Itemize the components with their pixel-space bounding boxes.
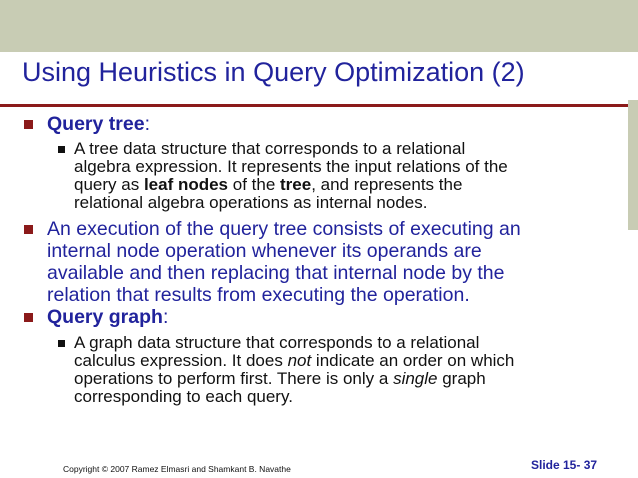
term-query-tree: Query tree (47, 113, 145, 135)
slide-title: Using Heuristics in Query Optimization (2) (22, 57, 525, 87)
sub-bullet-square-icon (58, 340, 65, 347)
emphasis-single: single (393, 369, 438, 388)
emphasis-not: not (287, 351, 312, 370)
bullet-line: internal node operation whenever its operands are (47, 240, 482, 262)
sub-bullet-line: calculus expression. It does not indicate an order on which (74, 351, 515, 370)
term-leaf-nodes: leaf nodes (143, 175, 229, 194)
sub-bullet-line: relational algebra operations as internal nodes. (74, 193, 428, 212)
bullet-square-icon (24, 313, 33, 322)
bullet-line: An execution of the query tree consists of executing an (47, 218, 521, 240)
sub-bullet-line: A graph data structure that corresponds to a relational (74, 333, 480, 352)
side-accent-strip (628, 100, 638, 230)
bullet-line: relation that results from executing the operation. (47, 284, 470, 306)
bullet-square-icon (24, 225, 33, 234)
sub-bullet-line: query as leaf nodes of the tree, and represents the (74, 175, 463, 194)
bullet-square-icon (24, 120, 33, 129)
sub-bullet-line: operations to perform first. There is only a single graph (74, 369, 486, 388)
sub-bullet-line: algebra expression. It represents the input relations of the (74, 157, 508, 176)
sub-bullet-square-icon (58, 146, 65, 153)
bullet-query-tree: Query tree: (47, 113, 150, 135)
term-query-graph: Query graph (47, 306, 163, 328)
copyright-footer: Copyright © 2007 Ramez Elmasri and Shamkant B. Navathe (63, 464, 291, 474)
sub-bullet-line: A tree data structure that corresponds to a relational (74, 139, 466, 158)
bullet-query-graph: Query graph: (47, 306, 169, 328)
sub-bullet-line: corresponding to each query. (74, 387, 293, 406)
title-divider (0, 104, 638, 107)
header-band (0, 0, 638, 52)
bullet-line: available and then replacing that internal node by the (47, 262, 505, 284)
slide-number: Slide 15- 37 (531, 458, 598, 472)
term-tree: tree (280, 175, 312, 194)
